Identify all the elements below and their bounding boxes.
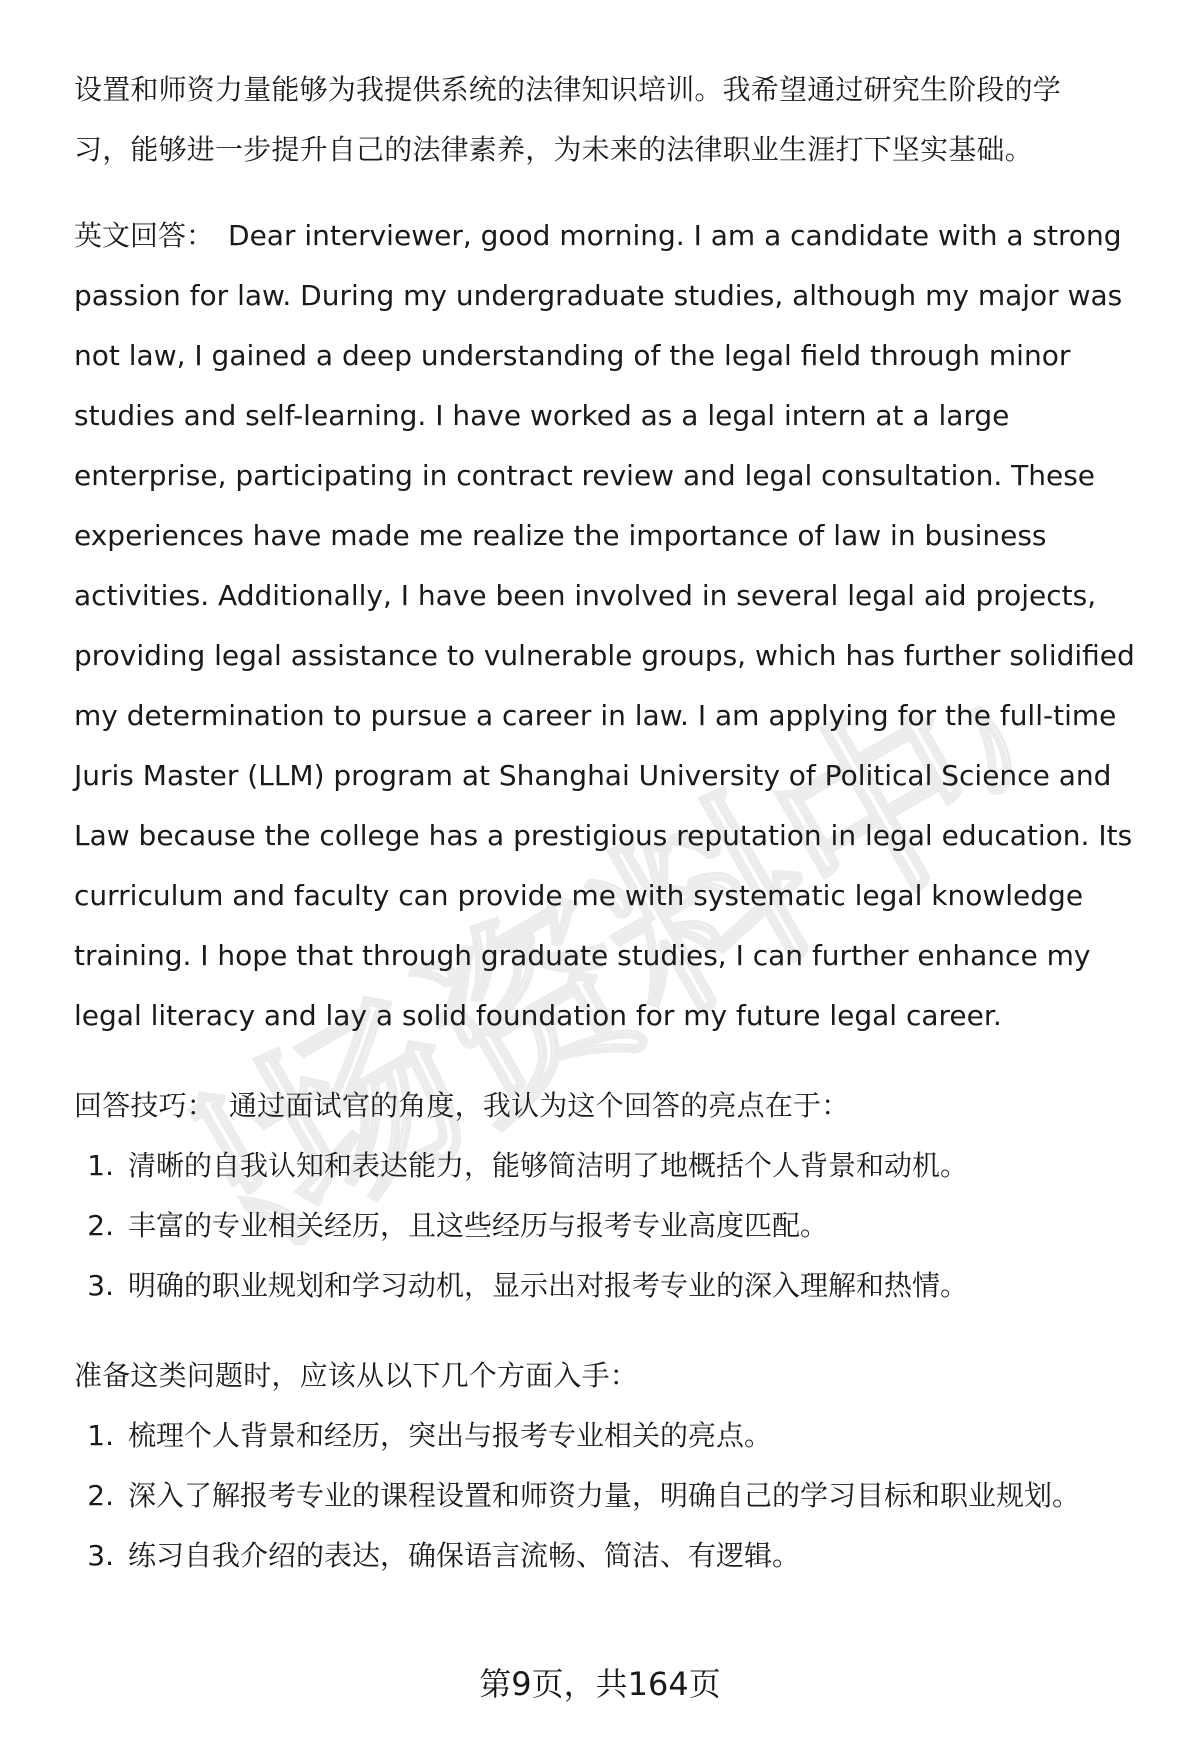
list-item [74, 1136, 1154, 1196]
list-item [74, 1466, 1154, 1526]
list-item-number: 1. [87, 1149, 114, 1182]
list-item [74, 1196, 1154, 1256]
list-item-number: 3. [87, 1539, 114, 1572]
list-item-text: 练习自我介绍的表达，确保语言流畅、简洁、有逻辑。 [128, 1539, 801, 1572]
list-item-text: 梳理个人背景和经历，突出与报考专业相关的亮点。 [128, 1419, 773, 1452]
list-item-text: 丰富的专业相关经历，且这些经历与报考专业高度匹配。 [128, 1209, 829, 1242]
watermark-text: 职场资料中心 [140, 579, 1100, 1341]
list-item-number: 2. [87, 1209, 114, 1242]
list-item [74, 1406, 1154, 1466]
prep-steps-list [74, 1406, 1154, 1586]
english-answer-paragraph [74, 206, 1154, 1046]
list-item-text: 明确的职业规划和学习动机，显示出对报考专业的深入理解和热情。 [128, 1269, 969, 1302]
tips-label: 回答技巧： [74, 1089, 216, 1122]
highlights-list [74, 1136, 1154, 1316]
document-body [74, 60, 1154, 1586]
list-item-number: 2. [87, 1479, 114, 1512]
list-item-number: 1. [87, 1419, 114, 1452]
intro-tail-line-1: 设置和师资力量能够为我提供系统的法律知识培训。我希望通过研究生阶段的学 [74, 73, 1062, 106]
english-answer-text: Dear interviewer, good morning. I am a candidate with a strong passion for law. During my undergraduate studies, although my major was not law, I gained a deep understanding of the legal field through minor studies and self-learning. I have worked as a legal intern at a large enterprise, participating in contract review and legal consultation. These experiences have made me realize the importance of law in business activities. Additionally, I have been involved in several legal aid projects, providing legal assistance to vulnerable groups, which has further solidified my determination to pursue a career in law. I am applying for the full-time Juris Master (LLM) program at Shanghai University of Political Science and Law because the college has a prestigious reputation in legal education. Its curriculum and faculty can provide me with systematic legal knowledge training. I hope that through graduate studies, I can further enhance my legal literacy and lay a solid foundation for my future legal career. [74, 219, 1135, 1032]
page-indicator: 第9页，共164页 [479, 1665, 721, 1703]
list-item [74, 1526, 1154, 1586]
english-answer-label: 英文回答： [74, 219, 215, 252]
list-item [74, 1256, 1154, 1316]
list-item-number: 3. [87, 1269, 114, 1302]
list-item-text: 清晰的自我认知和表达能力，能够简洁明了地概括个人背景和动机。 [128, 1149, 969, 1182]
tips-text: 通过面试官的角度，我认为这个回答的亮点在于： [229, 1089, 850, 1122]
intro-tail-line-2: 习，能够进一步提升自己的法律素养，为未来的法律职业生涯打下坚实基础。 [74, 133, 1033, 166]
list-item-text: 深入了解报考专业的课程设置和师资力量，明确自己的学习目标和职业规划。 [128, 1479, 1081, 1512]
tips-paragraph [74, 1076, 1154, 1136]
prep-heading: 准备这类问题时，应该从以下几个方面入手： [74, 1359, 639, 1392]
